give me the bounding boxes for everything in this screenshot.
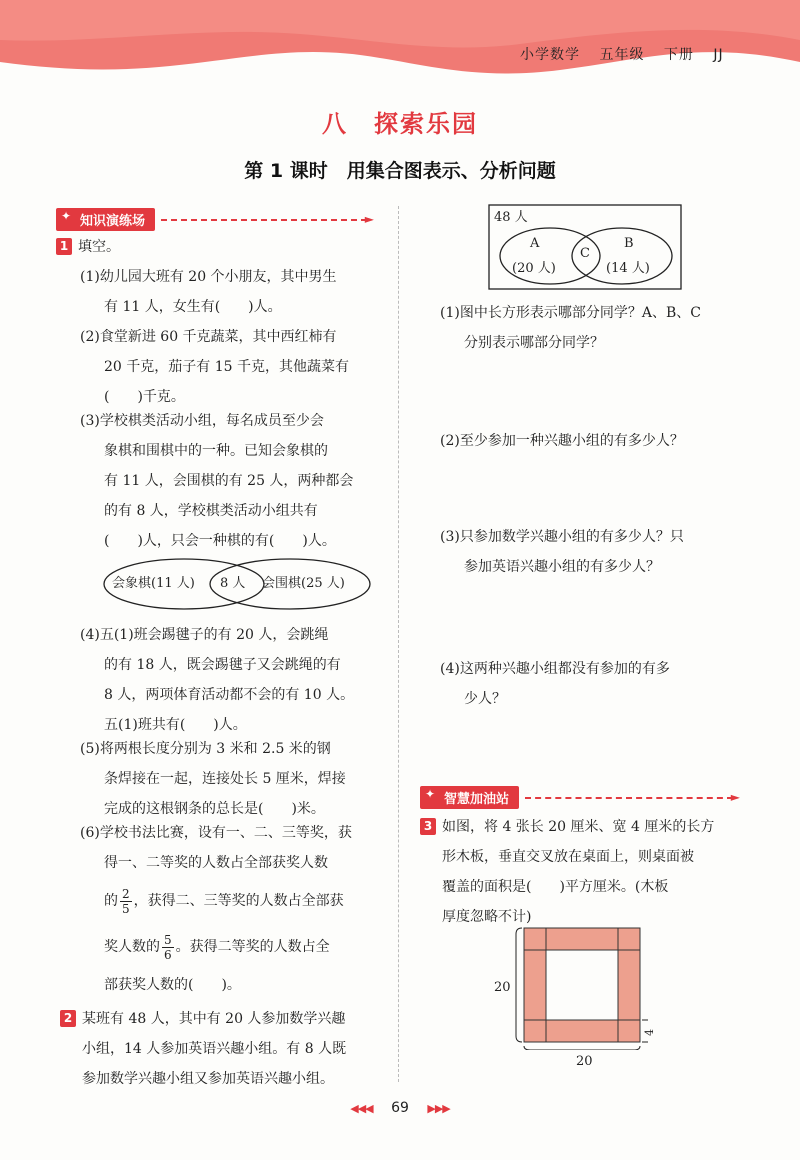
question-number-badge: 1: [56, 238, 72, 255]
header-banner: [0, 0, 800, 90]
text-line: 得一、二等奖的人数占全部获奖人数: [104, 855, 328, 871]
question-2-stem: [60, 1004, 390, 1094]
board-right: [618, 928, 640, 1042]
question-number-badge: 2: [60, 1010, 76, 1027]
text-line: 某班有 48 人，其中有 20 人参加数学兴趣: [82, 1011, 346, 1027]
text-line: (3)学校棋类活动小组，每名成员至少会: [80, 413, 324, 429]
banner-dash-line: [525, 797, 733, 799]
q2-subquestion-3: [440, 522, 770, 582]
text-line: 分别表示哪部分同学？: [464, 335, 604, 351]
question-text: 填空。: [78, 239, 120, 255]
text-line: 20 千克，茄子有 15 千克，其他蔬菜有: [104, 359, 349, 375]
text-line: 参加英语兴趣小组的有多少人？: [464, 559, 660, 575]
text-line: 条焊接在一起，连接处长 5 厘米，焊接: [104, 771, 346, 787]
q1-part-6: [80, 818, 390, 1000]
text-line-fraction: [80, 924, 390, 970]
text-fragment: 。获得二等奖的人数占全: [175, 939, 330, 955]
fraction-two-fifths: [120, 887, 132, 916]
q1-part-5: [80, 734, 390, 824]
wooden-boards-figure: [510, 924, 660, 1050]
q2-subquestion-2: [440, 426, 770, 456]
page-footer: [0, 1100, 800, 1116]
text-fragment: ，获得二、三等奖的人数占全部获: [133, 893, 344, 909]
q1-part-2: [80, 322, 390, 412]
chapter-title: 八 探索乐园: [322, 110, 478, 138]
text-line: (4)五(1)班会踢毽子的有 20 人，会跳绳: [80, 627, 329, 643]
figure-bottom-label: 20: [576, 1054, 593, 1069]
text-line: 参加数学兴趣小组又参加英语兴趣小组。: [82, 1071, 334, 1087]
text-line: 的有 8 人，学校棋类活动小组共有: [104, 503, 318, 519]
column-divider: [398, 206, 399, 1082]
venn-set-a: A: [530, 236, 540, 251]
text-line: 少人？: [464, 691, 506, 707]
section-label: ✦ 知识演练场: [56, 208, 155, 231]
numerator: 5: [164, 932, 172, 947]
text-line: 8 人，两项体育活动都不会的有 10 人。: [104, 687, 355, 703]
triangle-left-icon: ◀◀◀: [350, 1102, 373, 1115]
venn-set-c: C: [580, 246, 590, 261]
fraction-five-sixths: [162, 933, 174, 962]
question-1-title: [56, 232, 120, 262]
section-label: ✦ 智慧加油站: [420, 786, 519, 809]
text-line: 的有 18 人，既会踢毽子又会跳绳的有: [104, 657, 341, 673]
q1-part-4: [80, 620, 390, 740]
header-subject: 小学数学: [520, 47, 580, 63]
banner-dash-line: [161, 219, 367, 221]
lesson-title: 第 1 课时 用集合图表示、分析问题: [244, 160, 556, 182]
text-line: 小组，14 人参加英语兴趣小组。有 8 人既: [82, 1041, 347, 1057]
text-fragment: 的: [104, 893, 118, 909]
denominator: 6: [164, 947, 172, 962]
header-edition: JJ: [713, 47, 724, 63]
text-line: 形木板，垂直交叉放在桌面上，则桌面被: [442, 849, 694, 865]
header-meta: [520, 44, 738, 64]
figure-side-label: 20: [494, 980, 511, 995]
text-line: (1)图中长方形表示哪部分同学？A、B、C: [440, 305, 701, 321]
text-line: 象棋和围棋中的一种。已知会象棋的: [104, 443, 328, 459]
arrow-right-icon: ►: [364, 212, 374, 226]
text-line: ( )人，只会一种棋的有( )人。: [104, 533, 336, 549]
venn-set-b-count: (14 人): [606, 261, 650, 276]
text-line-fraction: [80, 878, 390, 924]
venn-label-go: 会围棋(25 人): [262, 576, 345, 591]
text-line: (2)至少参加一种兴趣小组的有多少人？: [440, 433, 684, 449]
page-number: 69: [391, 1100, 409, 1116]
venn-set-a-count: (20 人): [512, 261, 556, 276]
text-line: (5)将两根长度分别为 3 米和 2.5 米的钢: [80, 741, 331, 757]
q1-part-1: [80, 262, 390, 322]
text-line: 覆盖的面积是( )平方厘米。(木板: [442, 879, 669, 895]
text-line: ( )千克。: [104, 389, 185, 405]
text-line: 有 11 人，女生有( )人。: [104, 299, 282, 315]
figure-width-label: 4: [643, 1029, 656, 1036]
venn-set-b: B: [624, 236, 634, 251]
text-fragment: 奖人数的: [104, 939, 160, 955]
arrow-right-icon: ►: [730, 790, 740, 804]
text-line: 有 11 人，会围棋的有 25 人，两种都会: [104, 473, 354, 489]
venn-total-label: 48 人: [494, 210, 528, 225]
text-line: (4)这两种兴趣小组都没有参加的有多: [440, 661, 670, 677]
header-volume: 下册: [663, 47, 694, 63]
denominator: 5: [122, 901, 130, 916]
text-line: (1)幼儿园大班有 20 个小朋友，其中男生: [80, 269, 337, 285]
text-line: (3)只参加数学兴趣小组的有多少人？只: [440, 529, 684, 545]
text-line: (6)学校书法比赛，设有一、二、三等奖，获: [80, 825, 352, 841]
venn-label-chess: 会象棋(11 人): [112, 576, 195, 591]
text-line: (2)食堂新进 60 千克蔬菜，其中西红柿有: [80, 329, 337, 345]
question-3-stem: [420, 812, 770, 932]
board-left: [524, 928, 546, 1042]
q2-subquestion-4: [440, 654, 770, 714]
triangle-right-icon: ▶▶▶: [427, 1102, 450, 1115]
q2-subquestion-1: [440, 298, 770, 358]
q1-part-3: [80, 406, 390, 556]
header-grade: 五年级: [599, 47, 645, 63]
text-line: 如图，将 4 张长 20 厘米、宽 4 厘米的长方: [442, 819, 715, 835]
section-banner-knowledge: [56, 208, 374, 230]
text-line: 五(1)班共有( )人。: [104, 717, 247, 733]
question-number-badge: 3: [420, 818, 436, 835]
numerator: 2: [122, 886, 130, 901]
section-banner-wisdom: [420, 786, 740, 808]
text-line: 完成的这根钢条的总长是( )米。: [104, 801, 325, 817]
venn-label-both: 8 人: [220, 576, 246, 591]
text-line: 部获奖人数的( )。: [104, 977, 241, 993]
text-line: 厚度忽略不计): [442, 909, 532, 925]
